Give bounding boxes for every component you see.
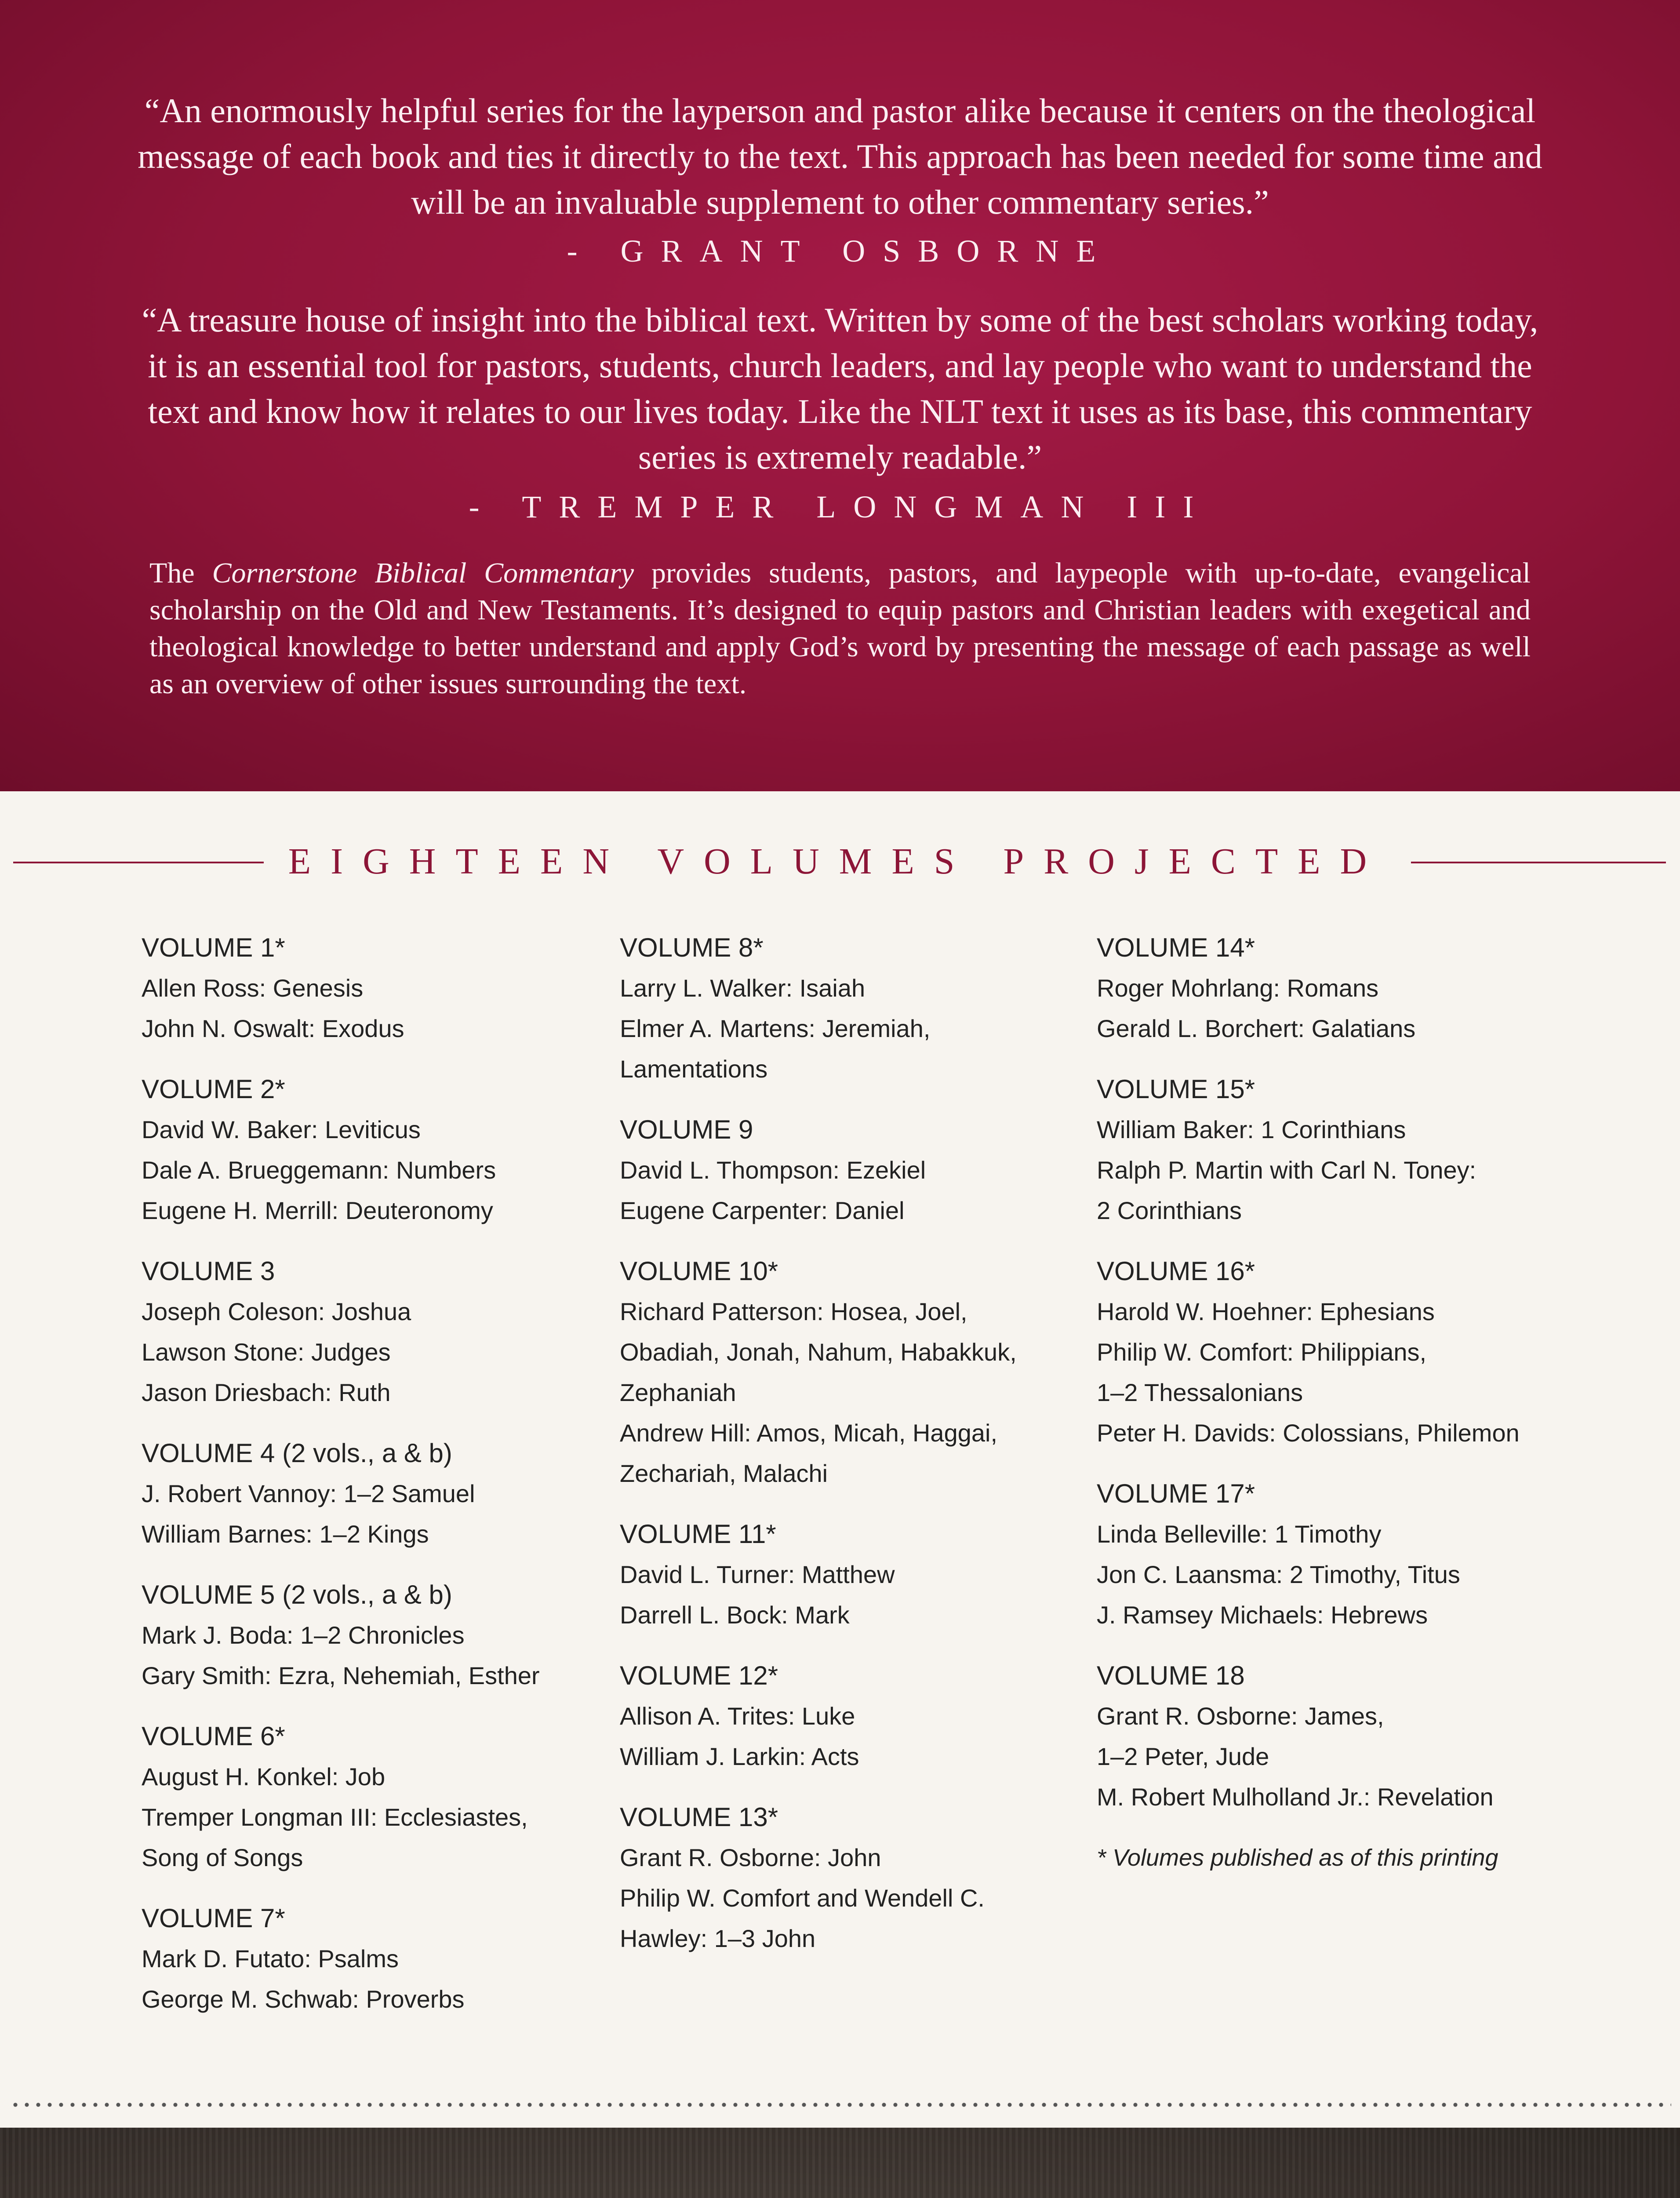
published-note: * Volumes published as of this printing xyxy=(1097,1845,1498,1871)
volume-author-line: Mark D. Futato: Psalms xyxy=(142,1945,399,1972)
series-title: Cornerstone Biblical Commentary xyxy=(212,557,634,589)
volume-title: VOLUME 11* xyxy=(620,1519,776,1549)
volume-author-line: Peter H. Davids: Colossians, Philemon xyxy=(1097,1419,1520,1447)
volume-entry xyxy=(620,1656,1068,1777)
volume-author-line: 1–2 Peter, Jude xyxy=(1097,1743,1269,1770)
volume-author-line: August H. Konkel: Job xyxy=(142,1763,385,1790)
volume-title: VOLUME 16* xyxy=(1097,1256,1255,1286)
volumes-heading-row xyxy=(0,835,1680,888)
volume-author-line: Dale A. Brueggemann: Numbers xyxy=(142,1156,496,1184)
endorsements-section xyxy=(0,0,1680,791)
volume-title: VOLUME 10* xyxy=(620,1256,778,1286)
volume-author-line: M. Robert Mulholland Jr.: Revelation xyxy=(1097,1783,1494,1811)
volume-title: VOLUME 12* xyxy=(620,1661,778,1690)
volume-title: VOLUME 4 (2 vols., a & b) xyxy=(142,1438,452,1468)
volume-title: VOLUME 15* xyxy=(1097,1074,1255,1104)
volume-title: VOLUME 1* xyxy=(142,933,285,962)
volume-entry xyxy=(620,1797,1068,1959)
volume-author-line: Allison A. Trites: Luke xyxy=(620,1702,855,1730)
volume-title: VOLUME 3 xyxy=(142,1256,275,1286)
volume-author-line: 2 Corinthians xyxy=(1097,1197,1242,1224)
volume-author-line: David L. Turner: Matthew xyxy=(620,1561,895,1588)
volume-author-line: Eugene Carpenter: Daniel xyxy=(620,1197,905,1224)
volume-entry xyxy=(1097,1069,1545,1231)
volume-author-line: J. Ramsey Michaels: Hebrews xyxy=(1097,1601,1428,1629)
volume-author-line: Grant R. Osborne: John xyxy=(620,1844,881,1871)
volume-author-line: J. Robert Vannoy: 1–2 Samuel xyxy=(142,1480,475,1507)
volume-author-line: Mark J. Boda: 1–2 Chronicles xyxy=(142,1621,465,1649)
volume-entry xyxy=(142,1575,590,1696)
volume-author-line: Eugene H. Merrill: Deuteronomy xyxy=(142,1197,493,1224)
volume-title: VOLUME 5 (2 vols., a & b) xyxy=(142,1580,452,1609)
volume-title: VOLUME 6* xyxy=(142,1721,285,1751)
volume-author-line: Linda Belleville: 1 Timothy xyxy=(1097,1520,1382,1548)
heading-rule-right xyxy=(1411,862,1666,863)
volume-author-line: Harold W. Hoehner: Ephesians xyxy=(1097,1298,1435,1325)
volume-title: VOLUME 14* xyxy=(1097,933,1255,962)
footer-section xyxy=(0,2128,1680,2198)
volume-title: VOLUME 8* xyxy=(620,933,764,962)
volume-author-line: Richard Patterson: Hosea, Joel, xyxy=(620,1298,967,1325)
volume-entry xyxy=(142,928,590,1049)
volume-entry xyxy=(620,928,1068,1089)
quote-author-longman: - TREMPER LONGMAN III xyxy=(469,489,1211,524)
volume-author-line: Jason Driesbach: Ruth xyxy=(142,1379,391,1406)
volume-author-line: Larry L. Walker: Isaiah xyxy=(620,974,865,1002)
volume-author-line: 1–2 Thessalonians xyxy=(1097,1379,1303,1406)
volume-author-line: David L. Thompson: Ezekiel xyxy=(620,1156,926,1184)
volume-author-line: Elmer A. Martens: Jeremiah, xyxy=(620,1015,931,1042)
volume-author-line: Song of Songs xyxy=(142,1844,303,1871)
volume-author-line: Tremper Longman III: Ecclesiastes, xyxy=(142,1803,528,1831)
volume-title: VOLUME 18 xyxy=(1097,1661,1245,1690)
volume-author-line: Grant R. Osborne: James, xyxy=(1097,1702,1384,1730)
volume-author-line: Obadiah, Jonah, Nahum, Habakkuk, xyxy=(620,1338,1017,1366)
heading-rule-left xyxy=(13,862,264,863)
volume-author-line: Andrew Hill: Amos, Micah, Haggai, xyxy=(620,1419,998,1447)
volume-author-line: Hawley: 1–3 John xyxy=(620,1925,816,1952)
volume-title: VOLUME 2* xyxy=(142,1074,285,1104)
volume-author-line: Jon C. Laansma: 2 Timothy, Titus xyxy=(1097,1561,1460,1588)
volume-column-2 xyxy=(620,928,1068,1979)
volume-entry xyxy=(1097,1251,1545,1453)
volume-author-line: William Baker: 1 Corinthians xyxy=(1097,1116,1406,1143)
volume-entry xyxy=(620,1251,1068,1494)
volume-entry xyxy=(1097,1656,1545,1817)
volume-entry xyxy=(620,1514,1068,1635)
quote-longman: “A treasure house of insight into the biblical text. Written by some of the best scholars working today, it is an essential tool for pastors, students, church leaders, and lay people who want to understand the text and know how it relates to our lives today. Like the NLT text it uses as its base, this commentary series is extremely readable.” xyxy=(142,301,1538,476)
volume-entry xyxy=(142,1251,590,1413)
about-body: provides students, pastors, and laypeople with up-to-date, evangelical scholarship on the Old and New Testaments. It’s designed to equip pastors and Christian leaders with exegetical and theological knowledge to better understand and apply God’s word by presenting the message of each passage as well as an overview of other issues surrounding the text. xyxy=(149,557,1531,700)
series-description xyxy=(149,555,1531,702)
volume-author-line: Gerald L. Borchert: Galatians xyxy=(1097,1015,1416,1042)
volume-author-line: Ralph P. Martin with Carl N. Toney: xyxy=(1097,1156,1476,1184)
volume-entry xyxy=(142,1069,590,1231)
volumes-heading: EIGHTEEN VOLUMES PROJECTED xyxy=(288,841,1387,882)
volume-entry xyxy=(620,1110,1068,1231)
volume-author-line: Zechariah, Malachi xyxy=(620,1459,828,1487)
volume-author-line: Roger Mohrlang: Romans xyxy=(1097,974,1379,1002)
volume-author-line: Gary Smith: Ezra, Nehemiah, Esther xyxy=(142,1662,540,1689)
volume-author-line: Lawson Stone: Judges xyxy=(142,1338,391,1366)
quote-author-osborne: - GRANT OSBORNE xyxy=(567,233,1113,269)
volume-entry xyxy=(142,1716,590,1878)
volume-column-3 xyxy=(1097,928,1545,1878)
dotted-divider xyxy=(10,2102,1671,2107)
volume-author-line: Darrell L. Bock: Mark xyxy=(620,1601,850,1629)
volume-column-1 xyxy=(142,928,590,2040)
volume-title: VOLUME 13* xyxy=(620,1802,778,1832)
quote-osborne: “An enormously helpful series for the layperson and pastor alike because it centers on the theological message of each book and ties it directly to the text. This approach has been needed for some time and will be an invaluable supplement to other commentary series.” xyxy=(138,91,1542,221)
volume-author-line: Lamentations xyxy=(620,1055,768,1083)
volume-author-line: John N. Oswalt: Exodus xyxy=(142,1015,404,1042)
volume-entry xyxy=(142,1898,590,2020)
volume-entry xyxy=(1097,928,1545,1049)
volume-title: VOLUME 7* xyxy=(142,1903,285,1933)
about-prefix: The xyxy=(149,557,212,589)
volume-entry xyxy=(142,1433,590,1554)
volume-title: VOLUME 9 xyxy=(620,1115,753,1144)
volume-author-line: Philip W. Comfort and Wendell C. xyxy=(620,1884,985,1912)
volume-author-line: William Barnes: 1–2 Kings xyxy=(142,1520,429,1548)
volume-author-line: Zephaniah xyxy=(620,1379,736,1406)
volume-author-line: Philip W. Comfort: Philippians, xyxy=(1097,1338,1427,1366)
volume-author-line: Allen Ross: Genesis xyxy=(142,974,364,1002)
volume-title: VOLUME 17* xyxy=(1097,1479,1255,1508)
volume-author-line: George M. Schwab: Proverbs xyxy=(142,1985,465,2013)
volume-entry xyxy=(1097,1474,1545,1635)
volume-author-line: David W. Baker: Leviticus xyxy=(142,1116,421,1143)
volume-author-line: Joseph Coleson: Joshua xyxy=(142,1298,411,1325)
volume-author-line: William J. Larkin: Acts xyxy=(620,1743,859,1770)
